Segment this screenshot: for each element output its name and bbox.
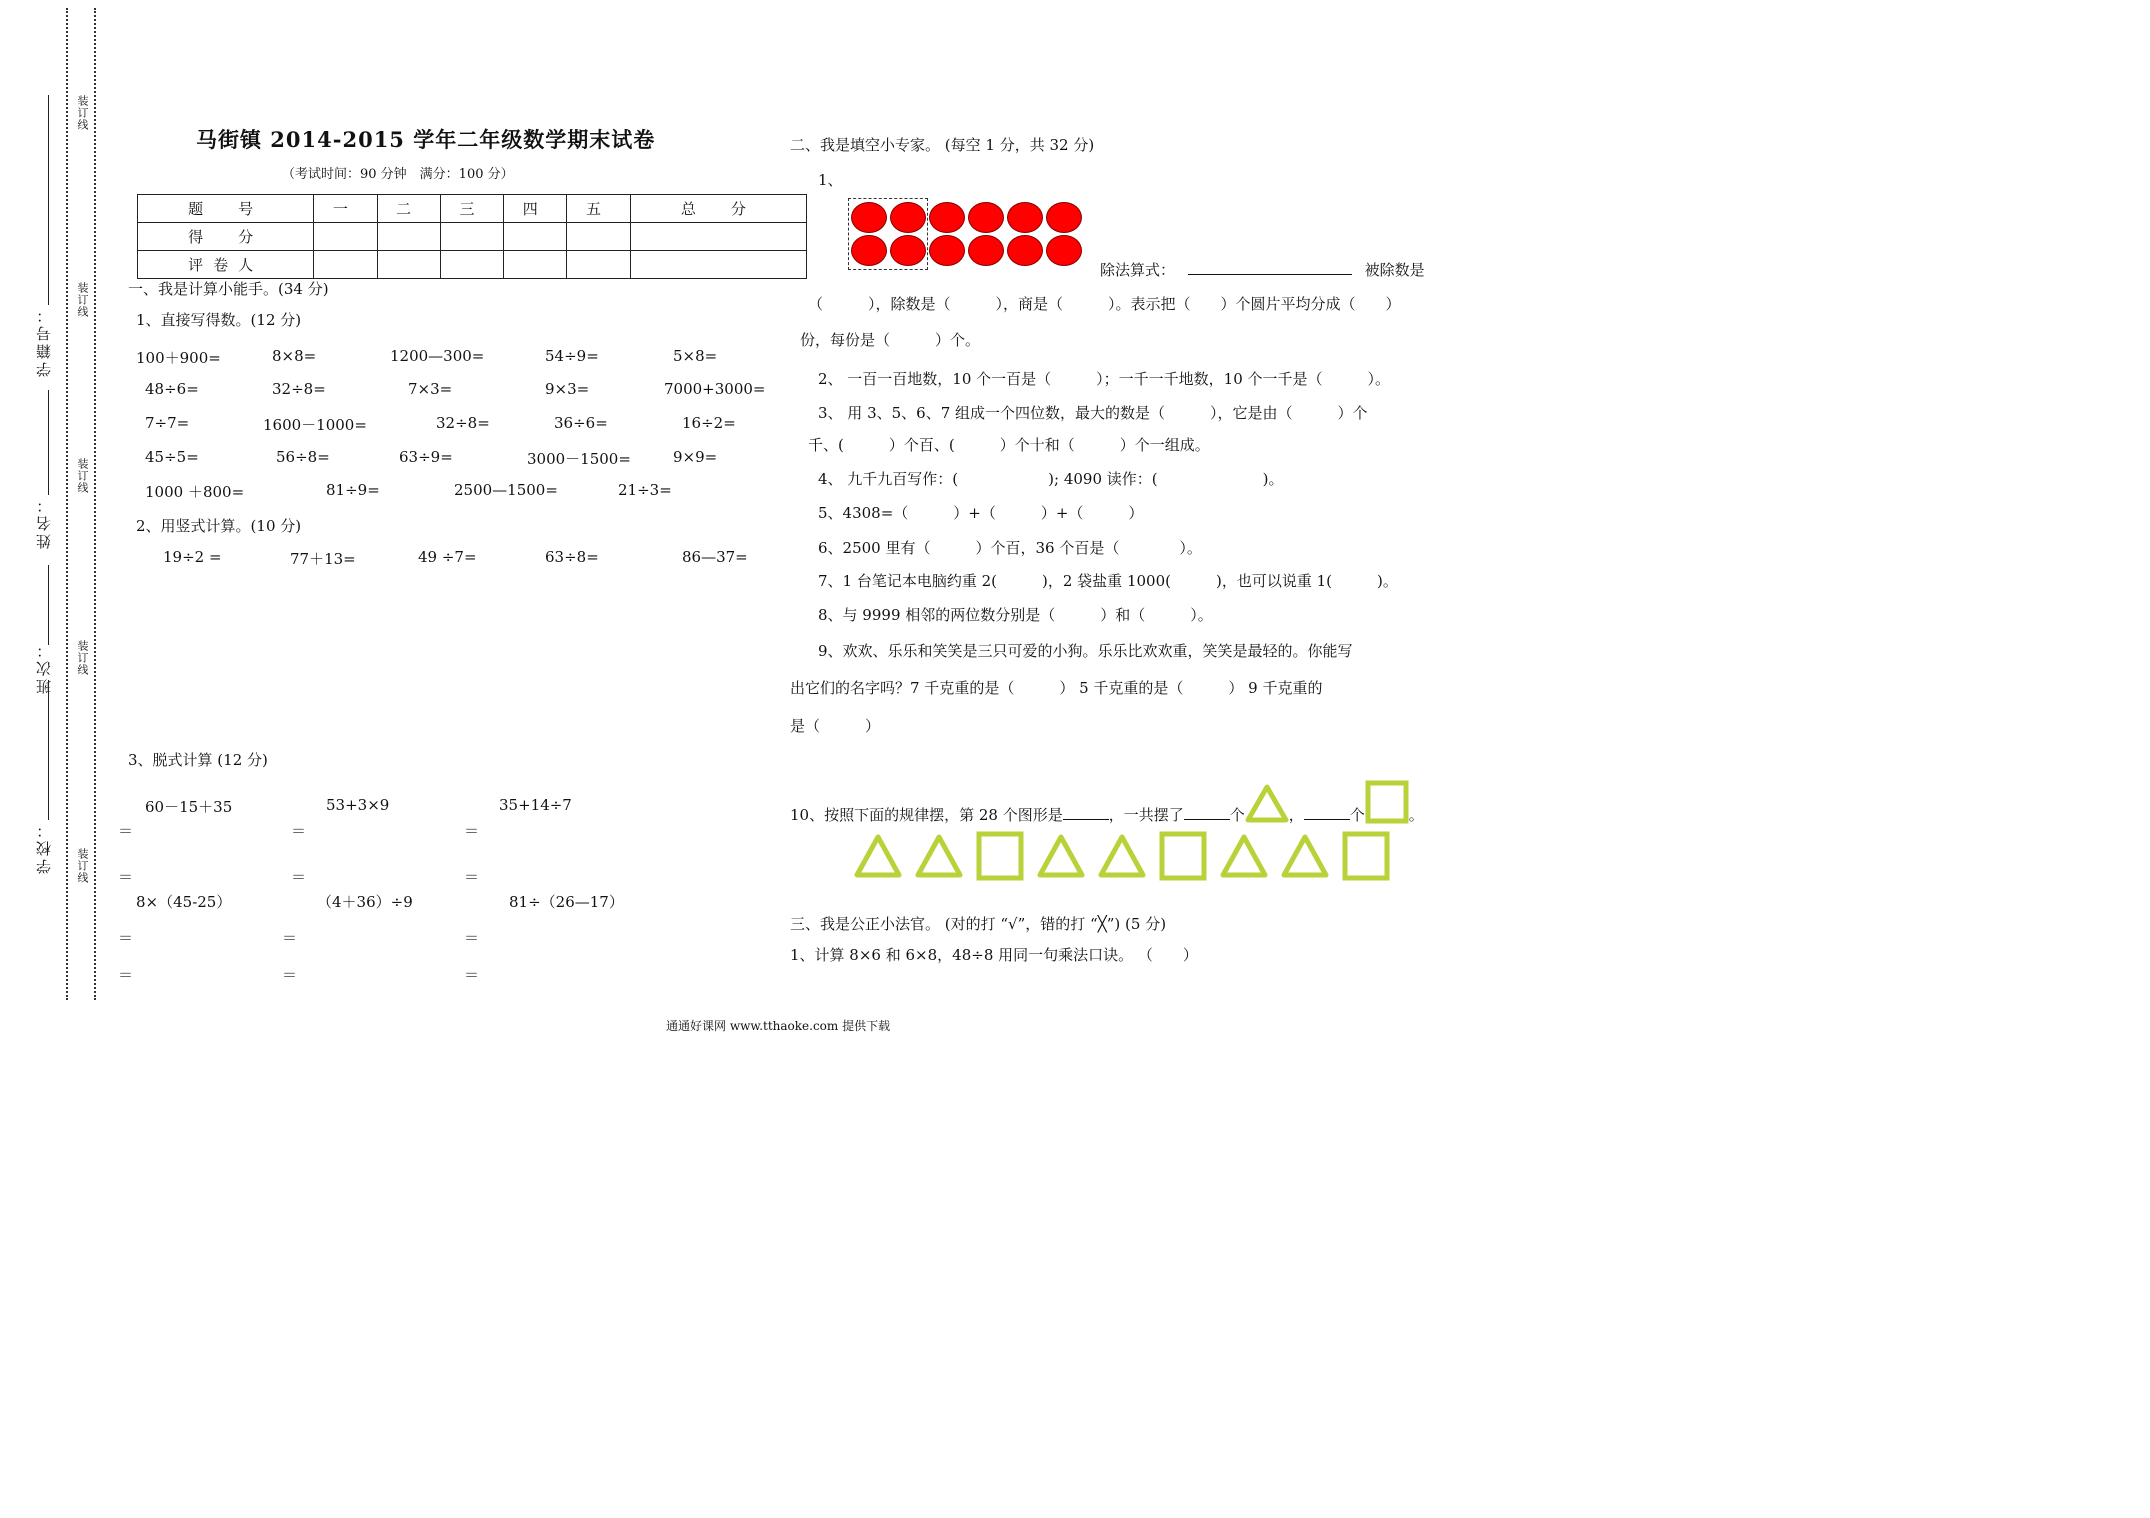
square-icon bbox=[1341, 831, 1391, 881]
problem: 21÷3= bbox=[618, 481, 672, 499]
name-label: 姓名： bbox=[35, 495, 53, 549]
problem: 1600－1000= bbox=[263, 416, 367, 434]
eq-sign: ＝ bbox=[464, 929, 480, 947]
red-circle bbox=[1046, 235, 1082, 266]
square-icon bbox=[1158, 831, 1208, 881]
table-cell: 三 bbox=[440, 195, 503, 223]
problem: 5×8= bbox=[673, 347, 718, 365]
question-text: 2、 一百一百地数，10 个一百是（ ）；一千一千地数，10 个一千是（ ）。 bbox=[818, 370, 1391, 388]
answer-line[interactable] bbox=[1184, 805, 1230, 820]
dividend-label: 被除数是 bbox=[1364, 261, 1425, 279]
square-icon bbox=[975, 831, 1025, 881]
eq-sign: ＝ bbox=[291, 868, 307, 886]
red-circle bbox=[1007, 235, 1043, 266]
score-input-cell[interactable] bbox=[314, 251, 377, 279]
q10-text: ， bbox=[1288, 806, 1304, 824]
question-text: 3、 用 3、5、6、7 组成一个四位数，最大的数是（ ），它是由（ ）个 bbox=[818, 404, 1368, 422]
table-cell: 四 bbox=[504, 195, 567, 223]
problem: 100＋900= bbox=[136, 349, 221, 367]
q10-text: 。 bbox=[1408, 806, 1424, 824]
problem: 56÷8= bbox=[276, 448, 330, 466]
eq-sign: ＝ bbox=[464, 966, 480, 984]
page-title: 马街镇 2014-2015 学年二年级数学期末试卷 bbox=[196, 127, 656, 152]
binding-label: 装订线 bbox=[76, 282, 89, 318]
problem: 63÷8= bbox=[545, 548, 599, 566]
problem: 49 ÷7= bbox=[418, 548, 477, 566]
score-input-cell[interactable] bbox=[630, 223, 806, 251]
question-text: 7、1 台笔记本电脑约重 2( )，2 袋盐重 1000( )，也可以说重 1( )。 bbox=[818, 572, 1398, 590]
class-label: 班次： bbox=[35, 640, 53, 694]
answer-line[interactable] bbox=[1304, 805, 1350, 820]
red-circle bbox=[1046, 202, 1082, 233]
eq-sign: ＝ bbox=[118, 868, 134, 886]
eq-sign: ＝ bbox=[282, 966, 298, 984]
red-circle bbox=[929, 235, 965, 266]
question-text: 出它们的名字吗？7 千克重的是（ ） 5 千克重的是（ ） 9 千克重的 bbox=[790, 679, 1323, 697]
score-input-cell[interactable] bbox=[630, 251, 806, 279]
problem: 77＋13= bbox=[290, 550, 356, 568]
footer: 通通好课网 www.tthaoke.com 提供下载 bbox=[666, 1019, 891, 1033]
score-input-cell[interactable] bbox=[314, 223, 377, 251]
question-number: 1、 bbox=[818, 171, 843, 189]
school-line[interactable] bbox=[48, 680, 49, 820]
question-text: 8、与 9999 相邻的两位数分别是（ ）和（ ）。 bbox=[818, 606, 1213, 624]
table-cell: 五 bbox=[567, 195, 630, 223]
answer-line[interactable] bbox=[1063, 805, 1109, 820]
problem: 36÷6= bbox=[554, 414, 608, 432]
problem: 86—37= bbox=[682, 548, 748, 566]
binding-line-inner bbox=[94, 8, 96, 1000]
score-input-cell[interactable] bbox=[440, 251, 503, 279]
score-input-cell[interactable] bbox=[504, 251, 567, 279]
problem: 81÷（26—17） bbox=[509, 893, 624, 911]
question-text: （ ），除数是（ ），商是（ ）。表示把（ ）个圆片平均分成（ ） bbox=[808, 295, 1401, 313]
table-row bbox=[138, 223, 807, 251]
part2-heading: 二、我是填空小专家。 (每空 1 分，共 32 分) bbox=[790, 136, 1095, 154]
part3-heading: 三、我是公正小法官。 (对的打 “√”，错的打 “╳”) (5 分) bbox=[790, 915, 1167, 933]
problem: 1000 ＋800= bbox=[145, 483, 245, 501]
name-line[interactable] bbox=[48, 390, 49, 495]
table-row bbox=[138, 251, 807, 279]
problem: 48÷6= bbox=[145, 380, 199, 398]
problem: 32÷8= bbox=[272, 380, 326, 398]
problem: 7÷7= bbox=[145, 414, 190, 432]
part1-heading: 一、我是计算小能手。(34 分) bbox=[128, 280, 329, 298]
score-table bbox=[137, 194, 807, 279]
eq-sign: ＝ bbox=[464, 868, 480, 886]
q10-text: 个 bbox=[1229, 806, 1245, 824]
triangle-icon bbox=[1245, 784, 1289, 824]
question-text: 是（ ） bbox=[790, 717, 881, 735]
problem: 32÷8= bbox=[436, 414, 490, 432]
score-input-cell[interactable] bbox=[504, 223, 567, 251]
red-circle bbox=[929, 202, 965, 233]
binding-label: 装订线 bbox=[76, 95, 89, 131]
q10-line bbox=[790, 780, 1424, 825]
problem: 60－15＋35 bbox=[145, 798, 233, 816]
binding-label: 装订线 bbox=[76, 640, 89, 676]
question-text: 千、( ）个百、( ）个十和（ ）个一组成。 bbox=[808, 436, 1210, 454]
eq-sign: ＝ bbox=[118, 929, 134, 947]
square-icon bbox=[1365, 780, 1409, 824]
problem: 1200—300= bbox=[390, 347, 485, 365]
problem: 8×（45-25） bbox=[136, 893, 232, 911]
table-cell: 题 号 bbox=[138, 195, 314, 223]
table-cell: 得 分 bbox=[138, 223, 314, 251]
table-cell: 二 bbox=[377, 195, 440, 223]
score-input-cell[interactable] bbox=[440, 223, 503, 251]
red-circle bbox=[851, 202, 887, 233]
score-input-cell[interactable] bbox=[377, 223, 440, 251]
triangle-icon bbox=[1280, 831, 1330, 881]
red-circle bbox=[1007, 202, 1043, 233]
table-cell: 总 分 bbox=[630, 195, 806, 223]
eq-sign: ＝ bbox=[282, 929, 298, 947]
score-input-cell[interactable] bbox=[377, 251, 440, 279]
answer-line[interactable] bbox=[1188, 260, 1352, 275]
problem: 16÷2= bbox=[682, 414, 736, 432]
score-input-cell[interactable] bbox=[567, 223, 630, 251]
eq-sign: ＝ bbox=[291, 822, 307, 840]
triangle-icon bbox=[1097, 831, 1147, 881]
red-circle bbox=[968, 202, 1004, 233]
score-input-cell[interactable] bbox=[567, 251, 630, 279]
student-id-line[interactable] bbox=[48, 95, 49, 305]
question-text: 9、欢欢、乐乐和笑笑是三只可爱的小狗。乐乐比欢欢重，笑笑是最轻的。你能写 bbox=[818, 642, 1353, 660]
triangle-icon bbox=[914, 831, 964, 881]
division-prompt-label: 除法算式： bbox=[1100, 261, 1176, 279]
problem: 9×9= bbox=[673, 448, 718, 466]
problem: 54÷9= bbox=[545, 347, 599, 365]
red-circle bbox=[968, 235, 1004, 266]
problem: 45÷5= bbox=[145, 448, 199, 466]
question-text: 4、 九千九百写作：( ); 4090 读作：( )。 bbox=[818, 470, 1284, 488]
page-subtitle: （考试时间：90 分钟 满分：100 分） bbox=[282, 167, 514, 182]
question-text: 6、2500 里有（ ）个百，36 个百是（ ）。 bbox=[818, 539, 1202, 557]
q10-text: ，一共摆了 bbox=[1108, 806, 1184, 824]
table-row bbox=[138, 195, 807, 223]
q3-heading: 3、脱式计算 (12 分) bbox=[128, 751, 268, 769]
problem: 53+3×9 bbox=[326, 796, 390, 814]
division-prompt bbox=[1100, 259, 1425, 280]
problem: 7×3= bbox=[408, 380, 453, 398]
problem: 19÷2 = bbox=[163, 548, 222, 566]
triangle-icon bbox=[1036, 831, 1086, 881]
binding-label: 装订线 bbox=[76, 848, 89, 884]
problem: （4＋36）÷9 bbox=[317, 893, 413, 911]
red-circle bbox=[890, 235, 926, 266]
problem: 3000－1500= bbox=[527, 450, 631, 468]
q10-text: 10、按照下面的规律摆，第 28 个图形是 bbox=[790, 806, 1063, 824]
problem: 63÷9= bbox=[399, 448, 453, 466]
problem: 7000+3000= bbox=[664, 380, 766, 398]
table-cell: 一 bbox=[314, 195, 377, 223]
student-id-label: 学籍号： bbox=[35, 305, 53, 377]
q2-heading: 2、用竖式计算。(10 分) bbox=[136, 517, 302, 535]
q10-text: 个 bbox=[1349, 806, 1365, 824]
question-text: 5、4308=（ ）+（ ）+（ ） bbox=[818, 504, 1144, 522]
eq-sign: ＝ bbox=[464, 822, 480, 840]
triangle-icon bbox=[1219, 831, 1269, 881]
binding-line-outer bbox=[66, 8, 68, 1000]
class-line[interactable] bbox=[48, 565, 49, 645]
question-text: 1、计算 8×6 和 6×8，48÷8 用同一句乘法口诀。 （ ） bbox=[790, 946, 1198, 964]
problem: 35+14÷7 bbox=[499, 796, 572, 814]
red-circle bbox=[890, 202, 926, 233]
question-text: 份，每份是（ ）个。 bbox=[800, 331, 981, 349]
problem: 81÷9= bbox=[326, 481, 380, 499]
problem: 8×8= bbox=[272, 347, 317, 365]
school-label: 学校： bbox=[35, 820, 53, 874]
red-circle bbox=[851, 235, 887, 266]
eq-sign: ＝ bbox=[118, 822, 134, 840]
problem: 2500—1500= bbox=[454, 481, 558, 499]
q1-heading: 1、直接写得数。(12 分) bbox=[136, 311, 302, 329]
binding-label: 装订线 bbox=[76, 458, 89, 494]
triangle-icon bbox=[853, 831, 903, 881]
eq-sign: ＝ bbox=[118, 966, 134, 984]
problem: 9×3= bbox=[545, 380, 590, 398]
table-cell: 评卷人 bbox=[138, 251, 314, 279]
